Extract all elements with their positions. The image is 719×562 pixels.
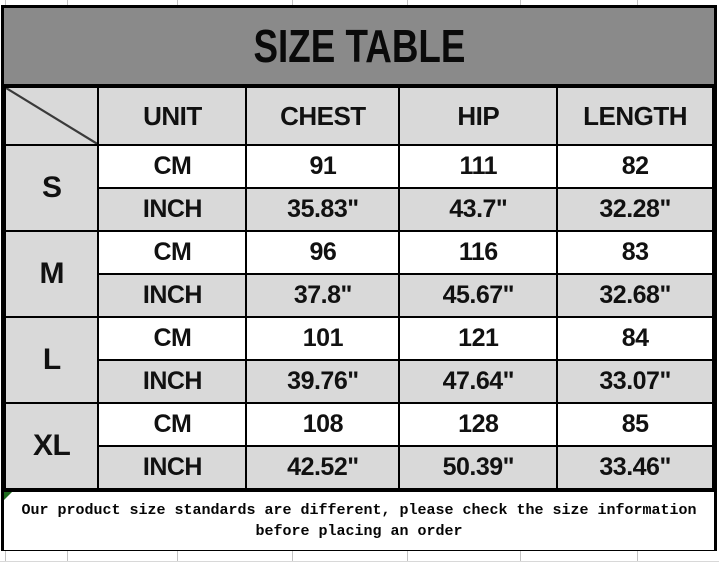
note-line-2: before placing an order (255, 523, 463, 540)
cell-chest: 91 (246, 145, 399, 188)
diagonal-line (6, 88, 97, 144)
size-label-l: L (5, 317, 98, 403)
cell-length: 82 (557, 145, 713, 188)
cell-length: 84 (557, 317, 713, 360)
cell-chest: 101 (246, 317, 399, 360)
column-header-chest: CHEST (246, 87, 399, 145)
size-label-xl: XL (5, 403, 98, 489)
cell-chest: 42.52" (246, 446, 399, 489)
cell-unit: CM (98, 403, 246, 446)
cell-chest: 37.8" (246, 274, 399, 317)
cell-hip: 47.64" (399, 360, 557, 403)
row-xl-inch (5, 446, 713, 489)
row-m-cm (5, 231, 713, 274)
row-s-cm (5, 145, 713, 188)
cell-length: 33.07" (557, 360, 713, 403)
size-label-m: M (5, 231, 98, 317)
cell-hip: 43.7" (399, 188, 557, 231)
cell-length: 83 (557, 231, 713, 274)
row-m-inch (5, 274, 713, 317)
cell-unit: INCH (98, 188, 246, 231)
cell-hip: 116 (399, 231, 557, 274)
cell-unit: CM (98, 145, 246, 188)
cell-unit: INCH (98, 446, 246, 489)
cell-length: 33.46" (557, 446, 713, 489)
column-header-unit: UNIT (98, 87, 246, 145)
cell-hip: 45.67" (399, 274, 557, 317)
cell-length: 85 (557, 403, 713, 446)
row-s-inch (5, 188, 713, 231)
note-line-1: Our product size standards are different, please check the size information (21, 502, 697, 519)
row-l-cm (5, 317, 713, 360)
cell-chest: 35.83" (246, 188, 399, 231)
row-l-inch (5, 360, 713, 403)
size-table-title-bar (4, 8, 714, 86)
size-note (4, 490, 714, 550)
size-table-block (1, 5, 717, 551)
cell-length: 32.68" (557, 274, 713, 317)
cell-hip: 50.39" (399, 446, 557, 489)
cell-hip: 111 (399, 145, 557, 188)
cell-hip: 121 (399, 317, 557, 360)
size-label-s: S (5, 145, 98, 231)
cell-unit: INCH (98, 274, 246, 317)
cell-unit: CM (98, 317, 246, 360)
cell-unit: INCH (98, 360, 246, 403)
cell-hip: 128 (399, 403, 557, 446)
cell-length: 32.28" (557, 188, 713, 231)
cell-unit: CM (98, 231, 246, 274)
cell-chest: 39.76" (246, 360, 399, 403)
size-table (4, 86, 714, 490)
column-header-length: LENGTH (557, 87, 713, 145)
cell-error-indicator-icon (4, 492, 12, 500)
diagonal-header-cell (5, 87, 98, 145)
size-table-title: SIZE TABLE (253, 20, 465, 72)
cell-chest: 108 (246, 403, 399, 446)
header-row (5, 87, 713, 145)
cell-chest: 96 (246, 231, 399, 274)
column-header-hip: HIP (399, 87, 557, 145)
row-xl-cm (5, 403, 713, 446)
